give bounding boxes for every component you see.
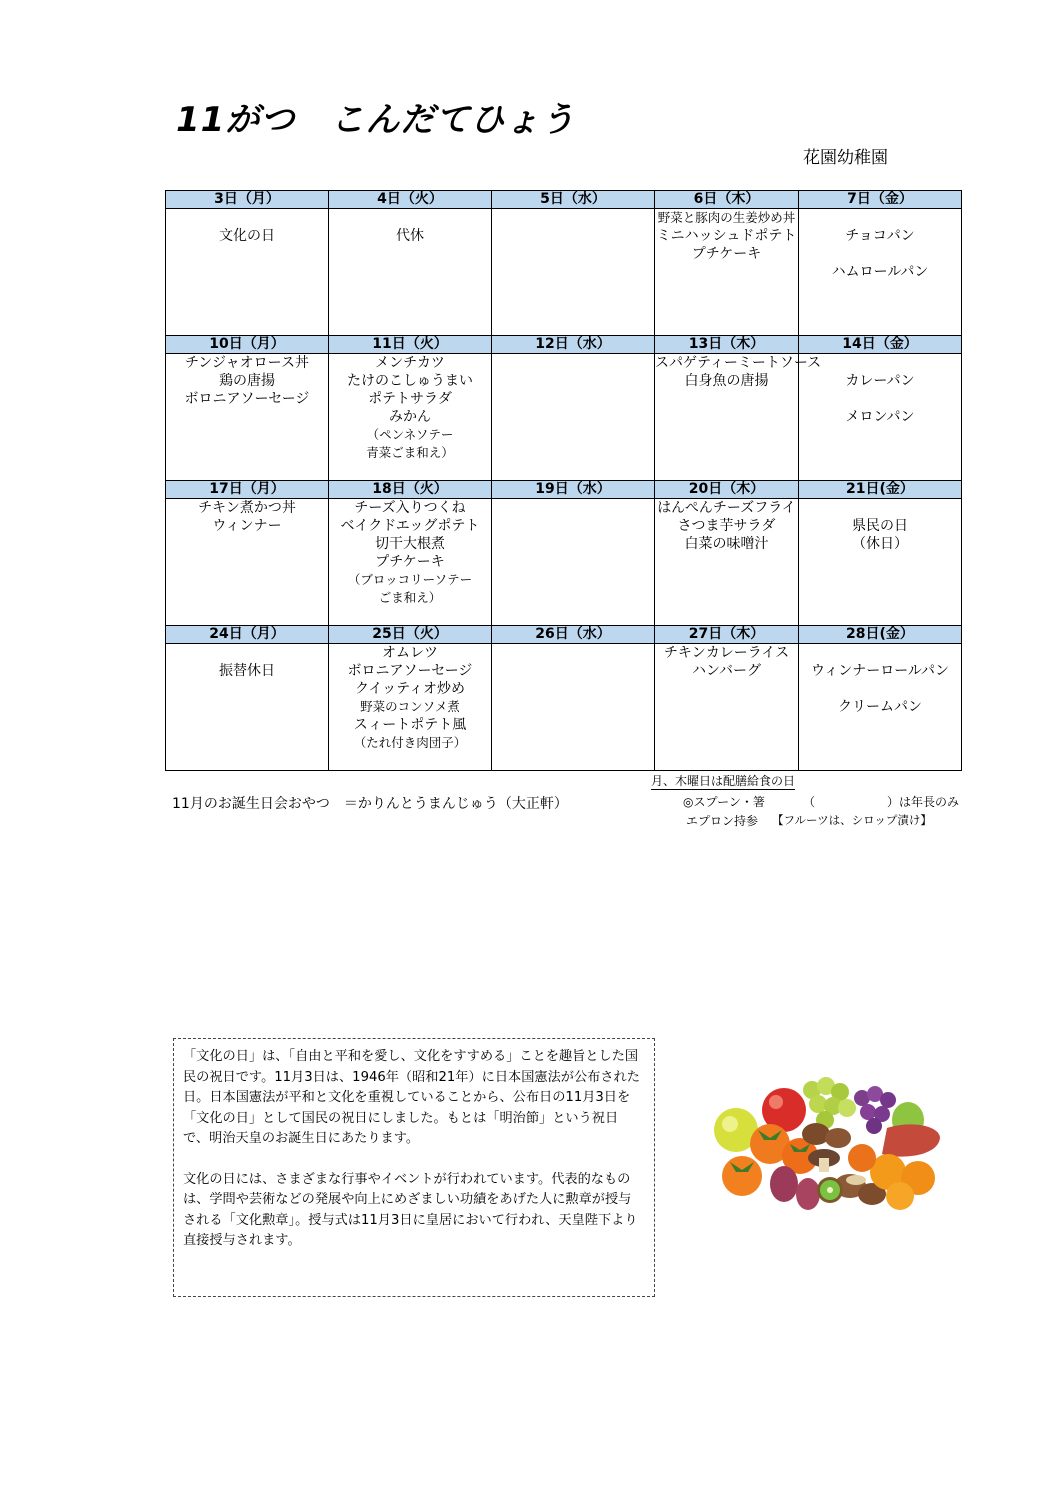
fruit-syrup-note: 【フルーツは、シロップ漬け】 [772,813,932,827]
green-grapes-icon [803,1077,856,1129]
school-name: 花園幼稚園 [803,148,888,168]
menu-item: オムレツ [382,645,438,661]
menu-item: 切干大根煮 [375,536,445,552]
day-header: 28日(金） [799,626,962,644]
menu-item: ボロニアソーセージ [184,391,310,407]
day-header: 21日(金） [799,481,962,499]
menu-item: ウィンナーロールパン [811,663,949,679]
day-menu-cell [492,499,655,626]
menu-item: 青菜ごま和え） [366,445,454,460]
persimmon-small-icon [848,1144,876,1172]
day-menu-cell [799,499,962,626]
day-header: 13日（木） [655,336,799,354]
day-menu-cell [329,354,492,481]
menu-item: 白菜の味噌汁 [684,536,769,552]
day-menu-cell [166,499,329,626]
menu-item: さつま芋サラダ [677,518,776,534]
day-header: 20日（木） [655,481,799,499]
spoon-note: ◎スプーン・箸 [683,795,765,809]
week-header-row [166,336,962,354]
day-menu-cell [799,644,962,771]
day-header: 18日（火） [329,481,492,499]
day-header: 4日（火） [329,191,492,209]
kiwi-icon [817,1177,843,1203]
menu-item: クリームパン [838,699,922,715]
day-menu-cell [655,644,799,771]
menu-item: カレーパン [845,373,915,389]
day-header: 24日（月） [166,626,329,644]
menu-item: チキンカレーライス [663,645,790,661]
day-menu-cell [655,209,799,336]
day-header: 25日（火） [329,626,492,644]
senior-only-note: （ ）は年長のみ [803,795,960,809]
menu-item: プチケーキ [691,246,762,262]
menu-item: たけのこしゅうまい [347,373,473,389]
week-menu-row [166,354,962,481]
page-title: 11がつ こんだてひょう [176,100,576,140]
menu-item: チーズ入りつくね [354,500,466,516]
menu-item: プチケーキ [375,554,445,570]
menu-item: ミニハッシュドポテト [656,228,797,244]
menu-item: ポテトサラダ [368,391,452,407]
week-menu-row [166,499,962,626]
culture-day-info-box [173,1038,655,1297]
menu-item: ウィンナー [212,518,282,534]
fruit-basket-illustration [712,1068,944,1216]
day-menu-cell [492,209,655,336]
menu-item: ハンバーグ [691,663,762,679]
menu-item: ハムロールパン [831,264,929,280]
apron-note: エプロン持参 [686,814,759,828]
menu-item: 代休 [396,228,424,244]
menu-item: チキン煮かつ丼 [198,500,296,516]
day-menu-cell [329,644,492,771]
sweet-potato-icon [882,1124,940,1156]
menu-item: （ブロッコリーソテー [347,572,473,587]
menu-item: メロンパン [845,409,915,425]
menu-item: ごま和え） [378,590,442,605]
day-menu-cell [655,499,799,626]
day-header: 14日（金） [799,336,962,354]
week-header-row [166,191,962,209]
day-header: 3日（月） [166,191,329,209]
day-menu-cell [492,354,655,481]
menu-item: 県民の日 [852,518,908,534]
day-header: 27日（木） [655,626,799,644]
day-menu-cell [492,644,655,771]
day-header: 10日（月） [166,336,329,354]
day-menu-cell [799,354,962,481]
day-header: 12日（水） [492,336,655,354]
week-header-row [166,626,962,644]
day-menu-cell [166,644,329,771]
menu-calendar-table [165,190,962,771]
menu-item: （ペンネソテー [366,427,454,442]
day-header: 19日（水） [492,481,655,499]
menu-item: 振替休日 [219,663,275,679]
menu-item: スパゲティーミートソース [655,355,822,371]
menu-item: チンジャオロース丼 [185,355,309,371]
menu-item: メンチカツ [375,355,445,371]
menu-item: ボロニアソーセージ [347,663,473,679]
menu-item: 文化の日 [219,228,275,244]
day-header: 11日（火） [329,336,492,354]
day-menu-cell [799,209,962,336]
menu-item: チョコパン [845,228,915,244]
info-paragraph-1: 「文化の日」は、「自由と平和を愛し、文化をすすめる」ことを趣旨とした国民の祝日です。11月3日は、1946年（昭和21年）に日本国憲法が公布された日。日本国憲法が平和と文化を重視していることから、公布日の11月3日を「文化の日」として国民の祝日にしました。もとは「明治節」という祝日で、明治天皇のお誕生日にあたります。 [183,1049,640,1146]
menu-item: クイッティオ炒め [355,681,465,697]
day-header: 26日（水） [492,626,655,644]
menu-item: （たれ付き肉団子） [353,735,467,750]
info-paragraph-2: 文化の日には、さまざまな行事やイベントが行われています。代表的なものは、学問や芸術などの発展や向上にめざましい功績をあげた人に勲章が授与される「文化勲章」。授与式は11月3日に皇居において行われ、天皇陛下より直接授与されます。 [183,1171,638,1248]
purple-grapes-icon [854,1086,896,1134]
menu-item: はんぺんチーズフライ [657,500,796,516]
week-header-row [166,481,962,499]
menu-item: 野菜と豚肉の生姜炒め丼 [657,210,796,225]
birthday-snack-note: 11月のお誕生日会おやつ ＝かりんとうまんじゅう（大正軒） [172,796,568,812]
day-header: 17日（月） [166,481,329,499]
delivery-day-note: 月、木曜日は配膳給食の日 [651,774,796,788]
day-menu-cell [655,354,822,481]
day-header: 7日（金） [799,191,962,209]
menu-item: ベイクドエッグポテト [340,518,480,534]
week-menu-row [166,644,962,771]
menu-item: （休日） [852,536,908,552]
menu-item: スィートポテト風 [353,717,467,733]
day-menu-cell [166,354,329,481]
day-menu-cell [329,499,492,626]
week-menu-row [166,209,962,336]
day-header: 6日（木） [655,191,799,209]
menu-item: みかん [389,409,431,425]
menu-item: 鶏の唐揚 [219,373,275,389]
day-menu-cell [166,209,329,336]
day-header: 5日（水） [492,191,655,209]
day-menu-cell [329,209,492,336]
menu-item: 野菜のコンソメ煮 [360,699,460,714]
menu-item: 白身魚の唐揚 [684,373,769,389]
